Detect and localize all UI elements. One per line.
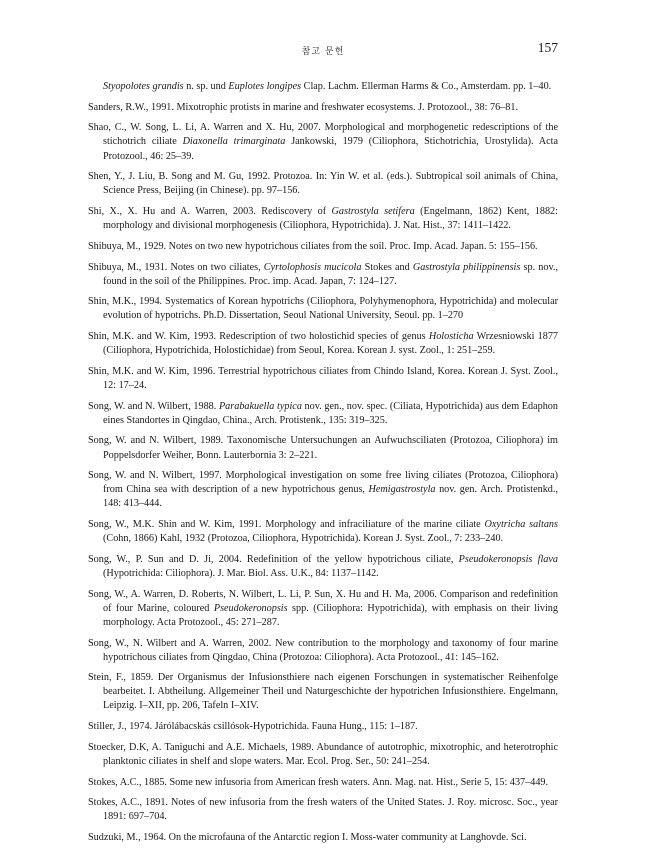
reference-entry	[88, 720, 558, 734]
reference-entry	[88, 518, 558, 546]
reference-text: Stiller, J., 1974. Járólábacskás csillósok-Hypotrichida. Fauna Hung., 115: 1–187.	[88, 721, 418, 733]
reference-text: Shibuya, M., 1929. Notes on two new hypotrichous ciliates from the soil. Proc. Imp. Acad. Japan. 5: 155–156.	[88, 240, 538, 252]
reference-text: Song, W. and N. Wilbert, 1988.	[88, 400, 219, 412]
reference-entry	[88, 205, 558, 233]
reference-text: Stein, F., 1859. Der Organismus der Infusionsthiere nach eigenen Forschungen in systematischer Reihenfolge bearbeitet. I. Abtheilung. Allgemeiner Theil und Naturgeschichte der hypotrichen Infusionsthiere. Engelmann, Leipzig. I–XII, pp. 206, Tafeln I–XIV.	[88, 672, 558, 712]
reference-entry	[88, 101, 558, 115]
reference-entry	[88, 553, 558, 581]
reference-text: Sudzuki, M., 1964. On the microfauna of the Antarctic region I. Moss-water community at Langhovde. Sci.	[88, 832, 527, 844]
reference-text: spp. (Ciliophora: Hypotrichida), with emphasis on their living morphology. Acta Protozool., 45: 271–287.	[103, 602, 558, 628]
reference-entry	[88, 295, 558, 323]
reference-entry	[88, 261, 558, 289]
reference-entry	[88, 637, 558, 665]
reference-text: Shin, M.K. and W. Kim, 1996. Terrestrial hypotrichous ciliates from Chindo Island, Korea. Korean J. Syst. Zool., 12: 17–24.	[88, 365, 558, 391]
reference-entry	[88, 831, 558, 845]
species-name: Euplotes longipes	[228, 81, 302, 92]
reference-entry	[88, 400, 558, 428]
reference-entry	[88, 434, 558, 462]
species-name: Gastrostyla setifera	[331, 206, 415, 218]
reference-entry	[88, 170, 558, 198]
reference-text: Shibuya, M., 1931. Notes on two ciliates,	[88, 261, 264, 273]
page-number: 157	[537, 40, 558, 55]
species-name: Styopolotes grandis	[103, 81, 184, 92]
reference-text: Stoecker, D.K, A. Taniguchi and A.E. Michaels, 1989. Abundance of autotrophic, mixotrophic, and heterotrophic planktonic ciliates in shelf and slope waters. Mar. Ecol. Prog. Ser., 50: 241–254.	[88, 741, 558, 767]
species-name: Pseudokeronopsis	[213, 602, 288, 614]
reference-text: Shen, Y., J. Liu, B. Song and M. Gu, 1992. Protozoa. In: Yin W. et al. (eds.). Subtropical soil animals of China, Science Press, Beijing (in Chinese). pp. 97–156.	[88, 171, 558, 197]
reference-entry	[88, 240, 558, 254]
reference-entry	[88, 588, 558, 630]
reference-text: Shin, M.K., 1994. Systematics of Korean hypotrichs (Ciliophora, Polyhymenophora, Hypotrichida) and molecular evolution of hypotrichs. Ph.D. Dissertation, Seoul National University, Seoul. pp. 1–270	[88, 296, 558, 322]
page-header	[88, 40, 558, 60]
reference-entry	[88, 796, 558, 824]
reference-text: Song, W. and N. Wilbert, 1989. Taxonomische Untersuchungen an Aufwuchsciliaten (Protozoa, Ciliophora) im Poppelsdorfer Weiher, Bonn. Lauterbornia 3: 2–221.	[88, 435, 558, 461]
reference-text: Song, W. and N. Wilbert, 1997. Morphological investigation on some free living ciliates (Protozoa, Ciliophora) from China sea with description of a new hypotrichous genus,	[88, 470, 558, 496]
species-name: Parabakuella typica	[218, 400, 302, 412]
reference-text: Song, W., A. Warren, D. Roberts, N. Wilbert, L. Li, P. Sun, X. Hu and H. Ma, 2006. Comparison and redefinition of four Marine, coloured	[88, 588, 558, 614]
reference-entry	[88, 776, 558, 790]
reference-text: Song, W., P. Sun and D. Ji, 2004. Redefinition of the yellow hypotrichous ciliate,	[88, 553, 459, 565]
species-name: Pseudokeronopsis flava	[458, 553, 558, 565]
reference-entry	[88, 365, 558, 393]
reference-text: sp. nov., found in the soil of the Philippines. Proc. imp. Acad. Japan, 7: 124–127.	[103, 261, 558, 287]
reference-text: Shin, M.K. and W. Kim, 1993. Redescription of two holostichid species of genus	[88, 331, 429, 343]
reference-text: Song, W., M.K. Shin and W. Kim, 1991. Morphology and infraciliature of the marine ciliate	[88, 519, 485, 531]
reference-text: (Cohn, 1866) Kahl, 1932 (Protozoa, Ciliophora, Hypotrichida). Korean J. Syst. Zool., 7: 233–240.	[103, 533, 504, 545]
reference-list	[88, 80, 558, 852]
reference-entry	[88, 469, 558, 511]
species-name: Diaxonella trimarginata	[182, 136, 286, 148]
species-name: Hemigastrostyla	[368, 484, 436, 496]
species-name: Holosticha	[428, 331, 474, 343]
reference-text: Shi, X., X. Hu and A. Warren, 2003. Rediscovery of	[88, 206, 332, 218]
reference-entry	[88, 741, 558, 769]
reference-text: (Engelmann, 1862) Kent, 1882: morphology and divisional morphogenesis (Ciliophora, Hypotrichida). J. Nat. Hist., 37: 1411–1422.	[103, 206, 558, 232]
species-name: Gastrostyla philippinensis	[412, 261, 521, 273]
reference-text: Shao, C., W. Song, L. Li, A. Warren and X. Hu, 2007. Morphological and morphogenetic redescriptions of the stichotrich ciliate	[88, 122, 558, 148]
reference-text: Stokes, A.C., 1885. Some new infusoria from American fresh waters. Ann. Mag. nat. Hist., Serie 5, 15: 437–449.	[88, 776, 549, 788]
species-name: Oxytricha saltans	[484, 519, 558, 531]
reference-text: Stokes and	[361, 261, 413, 273]
reference-text: Jankowski, 1979 (Ciliophora, Stichotrichia, Urostylida). Acta Protozool., 46: 25–39.	[103, 136, 559, 162]
reference-text: nov. gen., nov. spec. (Ciliata, Hypotrichida) aus dem Edaphon eines Standortes in Qingdao, China., Arch. Protistenk., 135: 319–325.	[103, 400, 558, 426]
running-head: 참고 문헌	[301, 47, 345, 57]
reference-text: Song, W., N. Wilbert and A. Warren, 2002. New contribution to the morphology and taxonomy of four marine hypotrichous ciliates from Qingdao, China (Protozoa: Ciliophora). Acta Protozool., 41: 145–162.	[88, 637, 558, 663]
reference-text: (Hypotrichida: Ciliophora). J. Mar. Biol. Ass. U.K., 84: 1137–1142.	[103, 567, 379, 579]
reference-text: nov. gen. Arch. Protistenkd., 148: 413–444.	[103, 484, 558, 510]
reference-text: Clap. Lachm. Ellerman Harms & Co., Amsterdam. pp. 1–40.	[301, 81, 552, 92]
reference-text: n. sp. und	[183, 81, 229, 92]
reference-text: Sanders, R.W., 1991. Mixotrophic protists in marine and freshwater ecosystems. J. Protozool., 38: 76–81.	[88, 101, 518, 113]
reference-entry	[88, 121, 558, 163]
reference-entry	[88, 671, 558, 713]
reference-entry	[88, 80, 558, 94]
reference-text: Stokes, A.C., 1891. Notes of new infusoria from the fresh waters of the United States. J. Roy. microsc. Soc., year 1891: 697–704.	[88, 797, 558, 823]
species-name: Cyrtolophosis mucicola	[263, 261, 362, 273]
reference-entry	[88, 330, 558, 358]
reference-text: Wrzesniowski 1877 (Ciliophora, Hypotrichida, Holostichidae) from Seoul, Korea. Korean J. syst. Zool., 1: 251–259.	[103, 331, 559, 357]
